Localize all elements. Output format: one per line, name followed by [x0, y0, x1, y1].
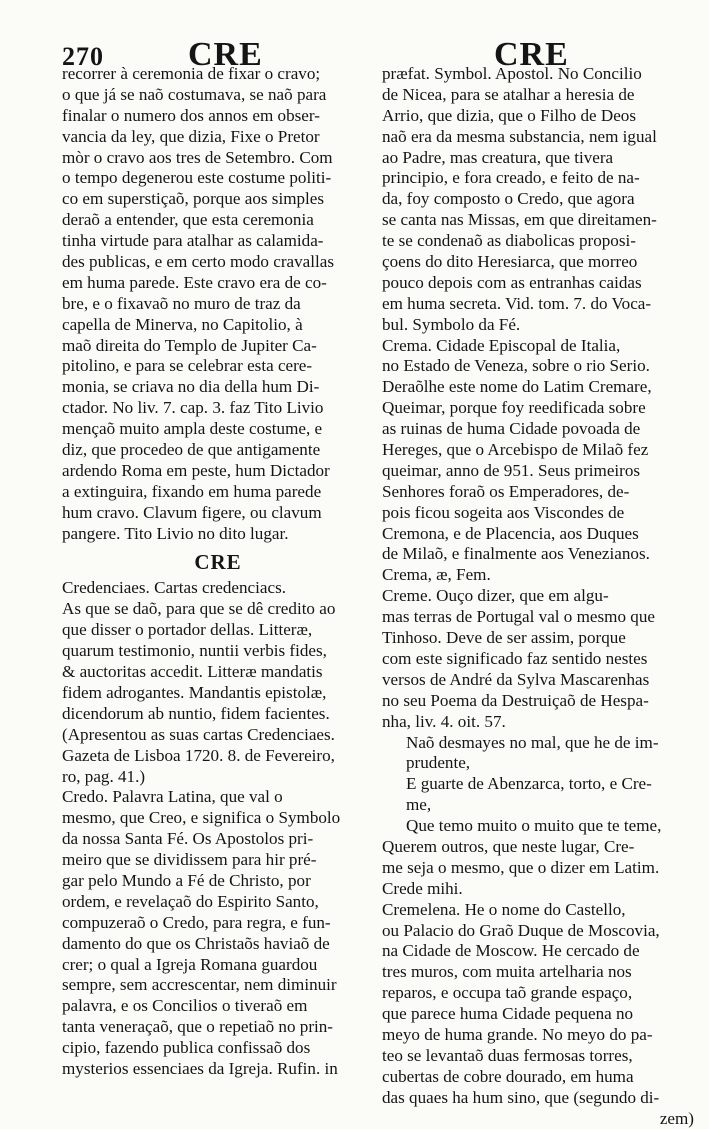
text-line: ro, pag. 41.) — [62, 766, 146, 786]
text-line: Queimar, porque foy reedificada sobre — [382, 398, 646, 418]
text-line: ordem, e revelaçaõ do Espirito Santo, — [62, 891, 319, 911]
left-column-text-top — [62, 64, 374, 544]
text-line: sempre, sem accrescentar, nem diminuir — [62, 975, 337, 995]
text-line: hum cravo. Clavum figere, ou clavum — [62, 502, 322, 522]
text-line: que disser o portador dellas. Litteræ, — [62, 620, 313, 640]
text-line: me seja o mesmo, que o dizer em Latim. — [382, 857, 660, 877]
text-line: compuzeraõ o Credo, para regra, e fun- — [62, 912, 331, 932]
text-line: maõ direita do Templo de Jupiter Ca- — [62, 335, 317, 355]
right-column-text — [382, 64, 694, 1109]
text-line: pouco depois com as entranhas caidas — [382, 272, 642, 292]
text-line: Arrio, que dizia, que o Filho de Deos — [382, 105, 636, 125]
text-line: Hereges, que o Arcebispo de Milaõ fez — [382, 440, 649, 460]
text-line: de Milaõ, e finalmente aos Venezianos. — [382, 544, 650, 564]
text-line: tinha virtude para atalhar as calamida- — [62, 231, 324, 251]
text-line: te se condenaõ as diabolicas proposi- — [382, 231, 636, 251]
text-line: o tempo degenerou este costume politi- — [62, 168, 332, 188]
text-line: pois ficou sogeita aos Viscondes de — [382, 502, 625, 522]
catchword: zem) — [659, 1108, 694, 1128]
text-line: se canta nas Missas, em que direitamen- — [382, 210, 657, 230]
text-line: da, foy composto o Credo, que agora — [382, 189, 635, 209]
text-line: me, — [406, 795, 432, 815]
text-line: naõ era da mesma substancia, nem igual — [382, 126, 657, 146]
text-line: des publicas, e em certo modo cravallas — [62, 252, 334, 272]
text-line: E guarte de Abenzarca, torto, e Cre- — [406, 774, 652, 794]
text-line: Naõ desmayes no mal, que he de im- — [406, 732, 659, 752]
text-line: mysterios essenciaes da Igreja. Rufin. in — [62, 1058, 338, 1078]
text-line: Crema. Cidade Episcopal de Italia, — [382, 335, 621, 355]
text-line: Crede mihi. — [382, 878, 463, 898]
text-line: na Cidade de Moscow. He cercado de — [382, 941, 640, 961]
text-line: quarum testimonio, nuntii verbis fides, — [62, 641, 327, 661]
text-line: prudente, — [406, 753, 471, 773]
text-line: da nossa Santa Fé. Os Apostolos pri- — [62, 829, 314, 849]
text-line: bre, e o fixavaõ no muro de traz da — [62, 293, 301, 313]
text-line: recorrer à ceremonia de fixar o cravo; — [62, 64, 321, 83]
text-line: dicendorum ab nuntio, fidem facientes. — [62, 703, 330, 723]
text-line: & auctoritas accedit. Litteræ mandatis — [62, 662, 323, 682]
left-column-text-bottom — [62, 578, 374, 1079]
text-line: co em superstiçaõ, porque aos simples — [62, 189, 325, 209]
text-line: capella de Minerva, no Capitolio, à — [62, 314, 303, 334]
text-line: cubertas de cobre dourado, em huma — [382, 1066, 634, 1086]
text-line: em huma parede. Este cravo era de co- — [62, 272, 327, 292]
text-line: Cremelena. He o nome do Castello, — [382, 899, 626, 919]
text-line: que parece huma Cidade pequena no — [382, 1004, 634, 1024]
section-heading: CRE — [194, 550, 242, 575]
text-line: Tinhoso. Deve de ser assim, porque — [382, 628, 626, 648]
text-line: meyo de huma grande. No meyo do pa- — [382, 1024, 653, 1044]
text-line: monia, se criava no dia della hum Di- — [62, 377, 320, 397]
text-line: As que se daõ, para que se dê credito ao — [62, 599, 336, 619]
text-line: mesmo, que Creo, e significa o Symbolo — [62, 808, 341, 828]
text-line: Creme. Ouço dizer, que em algu- — [382, 586, 609, 606]
text-line: Credo. Palavra Latina, que val o — [62, 787, 283, 807]
text-line: a extinguira, fixando em huma parede — [62, 481, 322, 501]
text-line: as ruinas de huma Cidade povoada de — [382, 419, 641, 439]
text-line: tres muros, com muita artelharia nos — [382, 962, 632, 982]
text-line: mas terras de Portugal val o mesmo que — [382, 607, 655, 627]
text-line: pangere. Tito Livio no dito lugar. — [62, 523, 289, 543]
text-line: teo se levantaõ duas fermosas torres, — [382, 1045, 633, 1065]
text-line: Que temo muito o muito que te teme, — [406, 816, 662, 836]
text-line: çoens do dito Heresiarca, que morreo — [382, 252, 638, 272]
text-line: vancia da ley, que dizia, Fixe o Pretor — [62, 126, 320, 146]
text-line: præfat. Symbol. Apostol. No Concilio — [382, 64, 642, 83]
text-line: Cremona, e de Placencia, aos Duques — [382, 523, 639, 543]
text-line: reparos, e occupa taõ grande espaço, — [382, 983, 633, 1003]
text-line: bul. Symbolo da Fé. — [382, 314, 521, 334]
text-line: com este significado faz sentido nestes — [382, 648, 648, 668]
text-line: das quaes ha hum sino, que (segundo di- — [382, 1087, 660, 1107]
text-line: crer; o qual a Igreja Romana guardou — [62, 954, 318, 974]
text-line: de Nicea, para se atalhar a heresia de — [382, 84, 635, 104]
left-column — [62, 64, 374, 1080]
page-number: 270 — [62, 42, 104, 71]
text-line: tanta veneraçaõ, que o repetiaõ no prin- — [62, 1017, 333, 1037]
text-line: Querem outros, que neste lugar, Cre- — [382, 836, 635, 856]
text-line: no Estado de Veneza, sobre o rio Serio. — [382, 356, 650, 376]
text-line: em huma secreta. Vid. tom. 7. do Voca- — [382, 293, 652, 313]
text-line: Gazeta de Lisboa 1720. 8. de Fevereiro, — [62, 745, 335, 765]
text-line: mençaõ muito ampla deste costume, e — [62, 419, 323, 439]
text-line: o que já se naõ costumava, se naõ para — [62, 84, 327, 104]
text-line: finalar o numero dos annos em obser- — [62, 105, 320, 125]
text-line: ao Padre, mas creatura, que tivera — [382, 147, 614, 167]
running-head-right: CRE — [494, 36, 569, 73]
text-line: gar pelo Mundo a Fé de Christo, por — [62, 870, 311, 890]
text-line: damento do que os Christaõs haviaõ de — [62, 933, 330, 953]
running-head-left: CRE — [188, 36, 263, 73]
right-column — [382, 64, 694, 1129]
text-line: Crema, æ, Fem. — [382, 565, 491, 585]
text-line: queimar, anno de 951. Seus primeiros — [382, 460, 641, 480]
text-line: ctador. No liv. 7. cap. 3. faz Tito Livio — [62, 398, 324, 418]
text-line: ou Palacio do Graõ Duque de Moscovia, — [382, 920, 660, 940]
text-line: versos de André da Sylva Mascarenhas — [382, 669, 650, 689]
text-line: deraõ a entender, que esta ceremonia — [62, 210, 314, 230]
text-line: cipio, fazendo publica confissaõ dos — [62, 1038, 311, 1058]
text-line: (Apresentou as suas cartas Credenciaes. — [62, 724, 335, 744]
text-line: fidem adrogantes. Mandantis epistolæ, — [62, 682, 327, 702]
text-line: no seu Poema da Destruiçaõ de Hespa- — [382, 690, 649, 710]
text-line: Credenciaes. Cartas credenciacs. — [62, 578, 286, 598]
text-line: mòr o cravo aos tres de Setembro. Com — [62, 147, 333, 167]
text-line: nha, liv. 4. oit. 57. — [382, 711, 506, 731]
text-line: palavra, e os Concilios o tiveraõ em — [62, 996, 308, 1016]
text-line: pitolino, e para se celebrar esta cere- — [62, 356, 313, 376]
text-line: meiro que se dividissem para hir pré- — [62, 850, 317, 870]
text-line: principio, e fora creado, e feito de na- — [382, 168, 640, 188]
text-line: Senhores foraõ os Emperadores, de- — [382, 481, 630, 501]
text-line: ardendo Roma em peste, hum Dictador — [62, 460, 330, 480]
text-line: Deraõlhe este nome do Latim Cremare, — [382, 377, 652, 397]
text-line: diz, que procedeo de que antigamente — [62, 440, 321, 460]
